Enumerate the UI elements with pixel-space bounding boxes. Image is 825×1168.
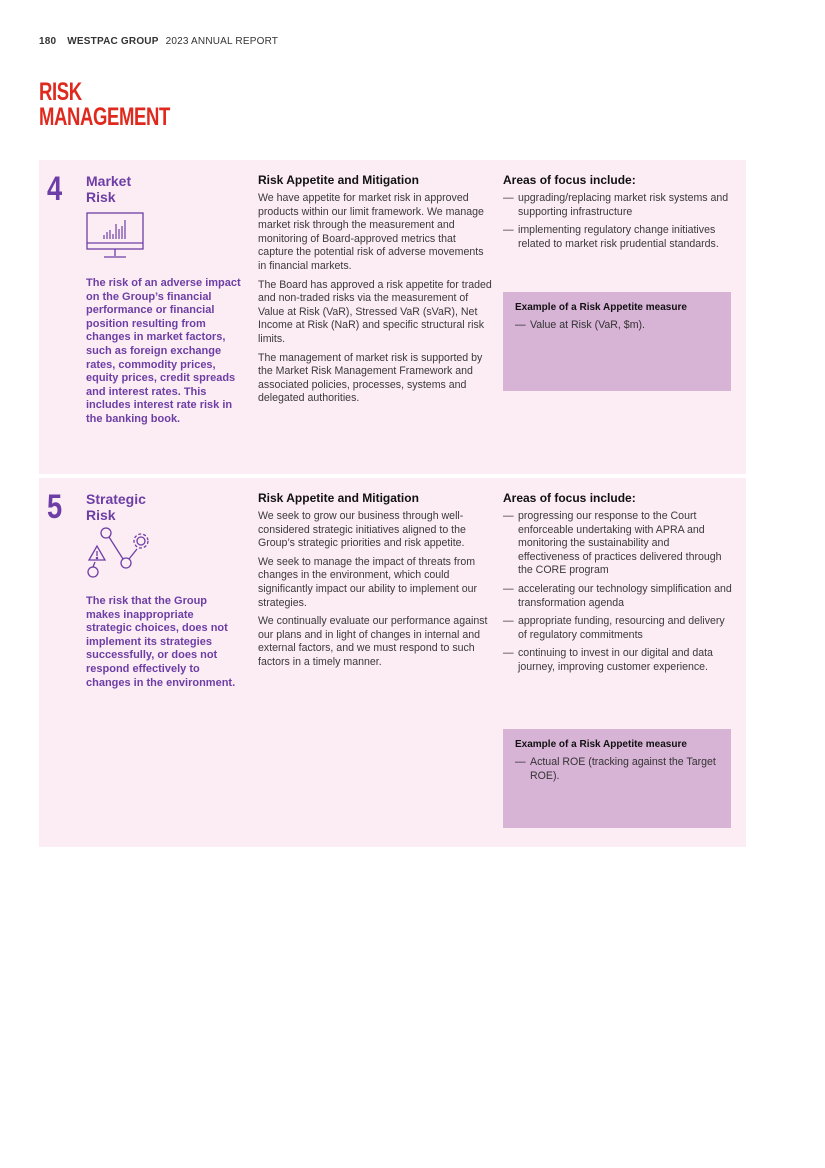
- risk-name: Market Risk: [86, 173, 132, 205]
- risk-panel-strategic: [39, 478, 746, 847]
- focus-heading: Areas of focus include:: [503, 173, 636, 187]
- example-heading: Example of a Risk Appetite measure: [515, 739, 687, 750]
- brand-name: WESTPAC GROUP: [67, 36, 159, 47]
- example-box: [503, 292, 731, 391]
- report-name: 2023 ANNUAL REPORT: [165, 36, 279, 47]
- risk-definition: The risk that the Group makes inappropriate strategic choices, does not implement its strategies successfully, or does not respond effectively to changes in the environment.: [86, 595, 236, 689]
- example-box: [503, 729, 731, 828]
- page-header: [39, 36, 278, 47]
- list-item: — upgrading/replacing market risk systems and supporting infrastructure: [503, 192, 733, 219]
- focus-heading: Areas of focus include:: [503, 491, 636, 505]
- page-number: 180: [39, 36, 57, 47]
- focus-list: [503, 192, 733, 256]
- list-item: — implementing regulatory change initiatives related to market risk prudential standards.: [503, 224, 733, 251]
- mitigation-heading: Risk Appetite and Mitigation: [258, 173, 419, 187]
- focus-list: [503, 510, 733, 680]
- list-item: — Actual ROE (tracking against the Target ROE).: [515, 756, 720, 783]
- mitigation-heading: Risk Appetite and Mitigation: [258, 491, 419, 505]
- list-item: — accelerating our technology simplification and transformation agenda: [503, 583, 733, 610]
- list-item: — Value at Risk (VaR, $m).: [515, 319, 720, 333]
- list-item: — continuing to invest in our digital and data journey, improving customer experience.: [503, 647, 733, 674]
- risk-number: 4: [47, 170, 63, 208]
- list-item: — appropriate funding, resourcing and delivery of regulatory commitments: [503, 615, 733, 642]
- risk-name: Strategic Risk: [86, 491, 146, 523]
- bar-chart-monitor-icon: [86, 212, 144, 267]
- mitigation-text: We seek to grow our business through well-considered strategic initiatives aligned to the Group’s strategic priorities and risk appetite. We seek to manage the impact of threats from changes in the environment, which could significantly impact our ability to implement our strategies. We continually evaluate our performance against our plans and in light of changes in internal and external factors, and we must respond to such factors in a timely manner.: [258, 510, 488, 668]
- example-list: [515, 319, 720, 333]
- risk-definition: The risk of an adverse impact on the Group’s financial performance or financial position resulting from changes in market factors, such as foreign exchange rates, commodity prices, equity prices, credit spreads and interest rates. This includes interest rate risk in the banking book.: [86, 277, 241, 425]
- mitigation-text: We have appetite for market risk in approved products within our limit framework. We manage market risk through the measurement and monitoring of Board-approved metrics that capture the potential risk of adverse movements in financial markets. The Board has approved a risk appetite for traded and non-traded risks via the measurement of Value at Risk (VaR), Stressed VaR (sVaR), Net Income at Risk (NaR) and specific structural risk limits. The management of market risk is supported by the Market Risk Management Framework and associated policies, processes, systems and delegated authorities.: [258, 192, 492, 405]
- risk-number: 5: [47, 488, 63, 526]
- example-list: [515, 756, 720, 783]
- list-item: — progressing our response to the Court enforceable undertaking with APRA and monitoring the sustainability and effectiveness of practices delivered through the CORE program: [503, 510, 733, 578]
- risk-panel-market: [39, 160, 746, 474]
- example-heading: Example of a Risk Appetite measure: [515, 302, 687, 313]
- strategy-network-icon: [86, 527, 154, 586]
- section-title: RISK MANAGEMENT: [39, 78, 170, 131]
